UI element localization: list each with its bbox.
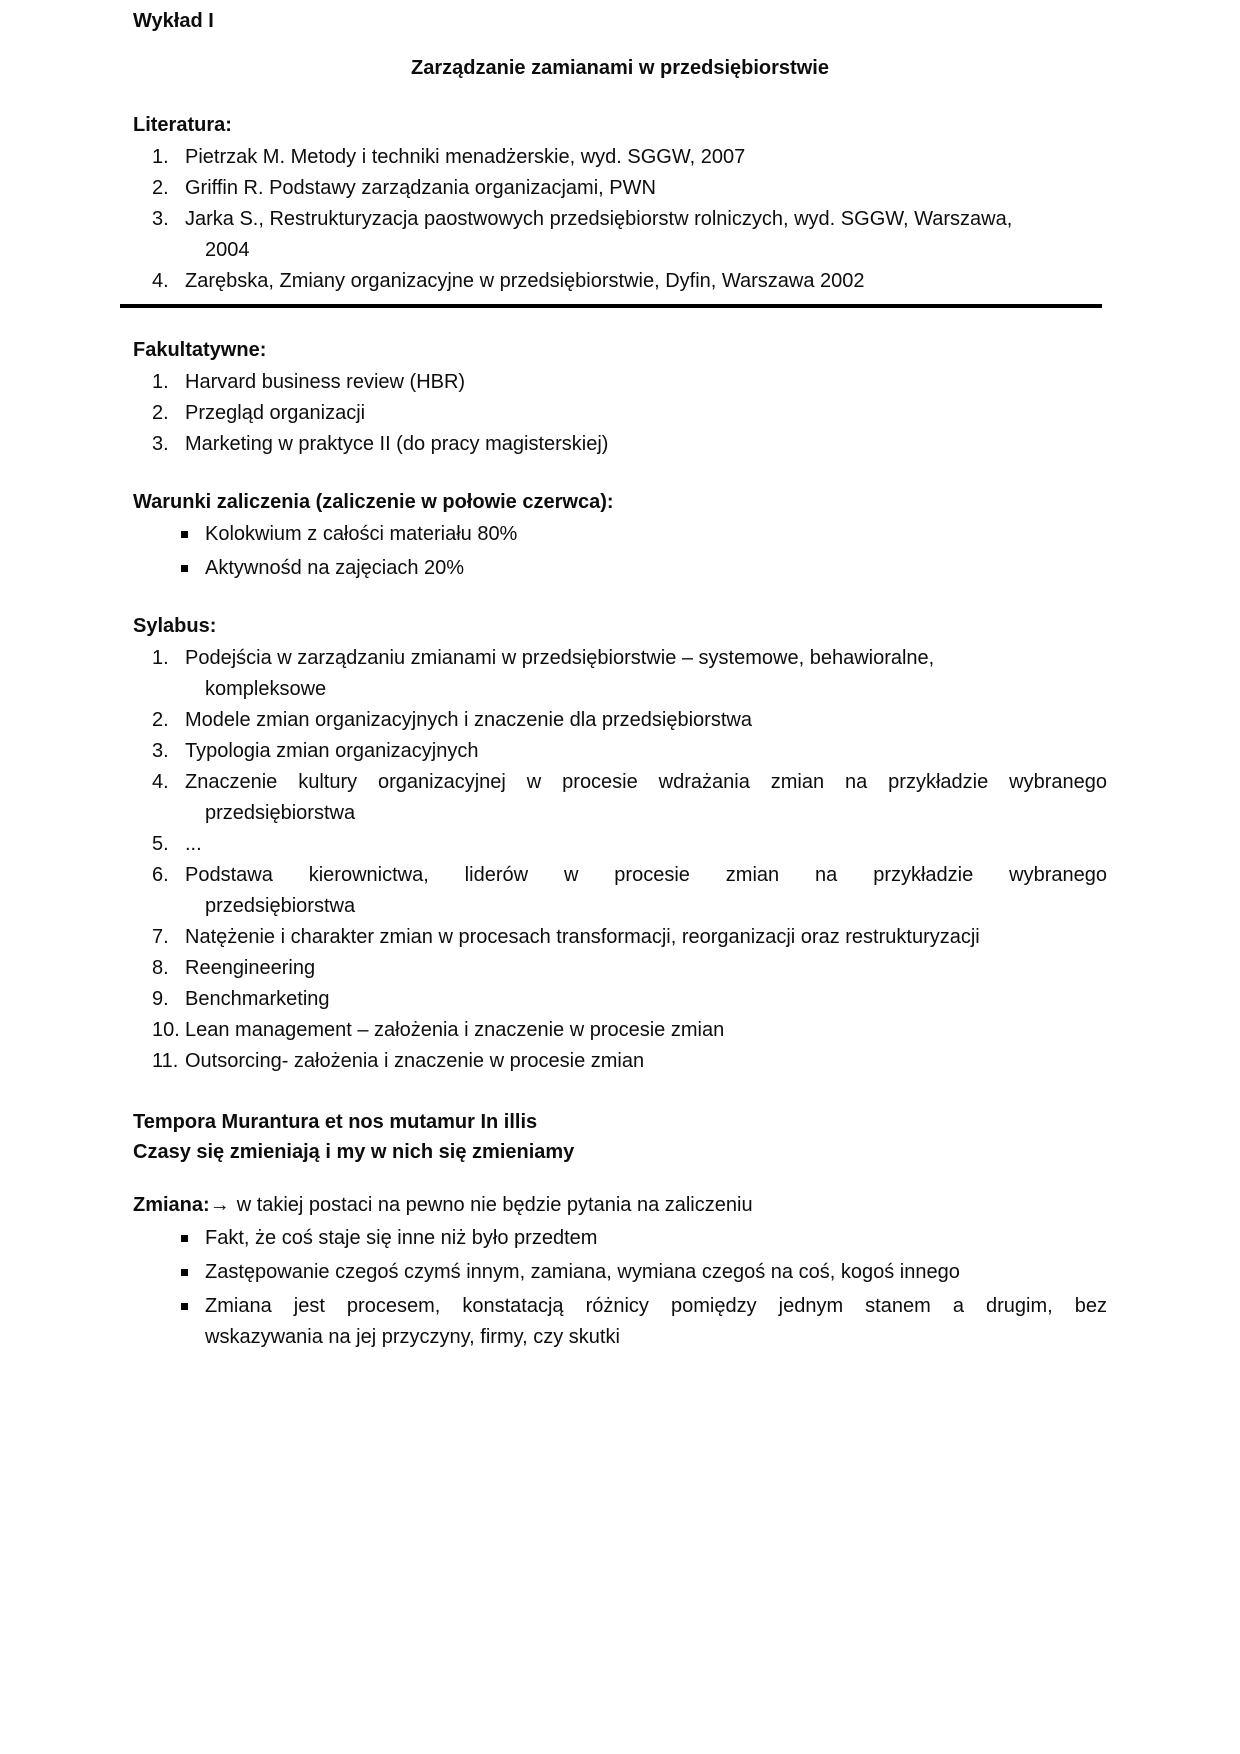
list-item — [133, 767, 1107, 829]
list-item — [133, 643, 1107, 705]
item-text: Lean management – założenia i znaczenie w procesie zmian — [185, 1019, 725, 1041]
sylabus-list — [133, 643, 1107, 1077]
item-text: Benchmarketing — [185, 988, 330, 1010]
section-zmiana — [133, 1190, 1107, 1353]
list-item — [133, 953, 1107, 984]
item-number: 5. — [152, 833, 169, 855]
list-item — [133, 1046, 1107, 1077]
zmiana-intro-text: w takiej postaci na pewno nie będzie pytania na zaliczeniu — [236, 1194, 753, 1216]
item-text-line2: kompleksowe — [205, 678, 327, 700]
list-item — [133, 1223, 1107, 1254]
list-item — [133, 1291, 1107, 1353]
item-text-line2: 2004 — [205, 239, 250, 261]
list-item — [133, 1015, 1107, 1046]
square-bullet-icon — [181, 565, 188, 572]
sylabus-heading: Sylabus: — [133, 615, 217, 637]
item-number: 4. — [152, 771, 169, 793]
item-text-line1: Jarka S., Restrukturyzacja paostwowych przedsiębiorstw rolniczych, wyd. SGGW, Warszawa, — [185, 208, 1013, 230]
list-item — [133, 860, 1107, 922]
list-item — [133, 736, 1107, 767]
list-item — [133, 204, 1107, 266]
item-text: Griffin R. Podstawy zarządzania organizacjami, PWN — [185, 177, 656, 199]
list-item — [133, 398, 1107, 429]
section-sylabus — [133, 611, 1107, 1077]
item-text: ... — [185, 833, 202, 855]
list-item — [133, 173, 1107, 204]
item-number: 8. — [152, 957, 169, 979]
item-text: Marketing w praktyce II (do pracy magisterskiej) — [185, 433, 609, 455]
item-number: 4. — [152, 270, 169, 292]
square-bullet-icon — [181, 1235, 188, 1242]
list-item — [133, 829, 1107, 860]
item-text: Outsorcing- założenia i znaczenie w procesie zmian — [185, 1050, 645, 1072]
section-warunki — [133, 487, 1107, 584]
zmiana-list — [133, 1223, 1107, 1353]
item-number: 2. — [152, 709, 169, 731]
fakultatywne-heading: Fakultatywne: — [133, 339, 267, 361]
item-number: 6. — [152, 864, 169, 886]
motto-latin: Tempora Murantura et nos mutamur In illis — [133, 1111, 538, 1133]
list-item — [133, 429, 1107, 460]
item-number: 3. — [152, 740, 169, 762]
section-divider — [120, 304, 1102, 308]
item-number: 3. — [152, 433, 169, 455]
list-item — [133, 553, 1107, 584]
item-text: Harvard business review (HBR) — [185, 371, 466, 393]
motto-polish: Czasy się zmieniają i my w nich się zmieniamy — [133, 1141, 575, 1163]
literatura-heading: Literatura: — [133, 114, 232, 136]
section-motto — [133, 1107, 1107, 1167]
item-text: Pietrzak M. Metody i techniki menadżerskie, wyd. SGGW, 2007 — [185, 146, 746, 168]
list-item — [133, 705, 1107, 736]
item-text: Przegląd organizacji — [185, 402, 366, 424]
item-text: Typologia zmian organizacyjnych — [185, 740, 479, 762]
item-number: 11. — [152, 1050, 179, 1072]
item-number: 2. — [152, 402, 169, 424]
square-bullet-icon — [181, 531, 188, 538]
warunki-list — [133, 519, 1107, 584]
fakultatywne-list — [133, 367, 1107, 460]
lecture-header: Wykład I — [133, 10, 214, 32]
list-item — [133, 367, 1107, 398]
square-bullet-icon — [181, 1269, 188, 1276]
item-text-line2: przedsiębiorstwa — [205, 802, 356, 824]
item-number: 10. — [152, 1019, 180, 1041]
square-bullet-icon — [181, 1303, 188, 1310]
item-number: 2. — [152, 177, 169, 199]
item-text-line1: Podstawa kierownictwa, liderów w procesie zmian na przykładzie wybranego — [185, 864, 1107, 886]
item-text: Zarębska, Zmiany organizacyjne w przedsiębiorstwie, Dyfin, Warszawa 2002 — [185, 270, 865, 292]
item-text-line1: Podejścia w zarządzaniu zmianami w przedsiębiorstwie – systemowe, behawioralne, — [185, 647, 935, 669]
item-text-line1: Znaczenie kultury organizacyjnej w procesie wdrażania zmian na przykładzie wybranego — [185, 771, 1107, 793]
item-number: 1. — [152, 146, 169, 168]
item-number: 1. — [152, 647, 169, 669]
item-text: Natężenie i charakter zmian w procesach transformacji, reorganizacji oraz restrukturyzacji — [185, 926, 980, 948]
item-number: 1. — [152, 371, 169, 393]
zmiana-label: Zmiana: — [133, 1194, 210, 1216]
item-text-line2: przedsiębiorstwa — [205, 895, 356, 917]
list-item — [133, 266, 1107, 297]
item-text: Reengineering — [185, 957, 316, 979]
list-item — [133, 984, 1107, 1015]
item-text: Fakt, że coś staje się inne niż było przedtem — [205, 1227, 598, 1249]
right-arrow-icon: → — [209, 1194, 230, 1216]
literatura-list — [133, 142, 1107, 297]
list-item — [133, 519, 1107, 550]
page-title: Zarządzanie zamianami w przedsiębiorstwie — [411, 57, 829, 79]
list-item — [133, 922, 1107, 953]
item-text: Modele zmian organizacyjnych i znaczenie dla przedsiębiorstwa — [185, 709, 752, 731]
item-text-line1: Zmiana jest procesem, konstatacją różnicy pomiędzy jednym stanem a drugim, bez — [205, 1295, 1107, 1317]
item-text: Zastępowanie czegoś czymś innym, zamiana, wymiana czegoś na coś, kogoś innego — [205, 1261, 960, 1283]
section-fakultatywne — [133, 335, 1107, 460]
warunki-heading: Warunki zaliczenia (zaliczenie w połowie czerwca): — [133, 491, 614, 513]
list-item — [133, 1257, 1107, 1288]
item-number: 9. — [152, 988, 169, 1010]
item-number: 3. — [152, 208, 169, 230]
section-literatura — [133, 110, 1107, 308]
item-text: Kolokwium z całości materiału 80% — [205, 523, 518, 545]
item-text-line2: wskazywania na jej przyczyny, firmy, czy skutki — [205, 1326, 620, 1348]
zmiana-intro-line — [133, 1190, 1107, 1221]
item-text: Aktywnośd na zajęciach 20% — [205, 557, 465, 579]
item-number: 7. — [152, 926, 169, 948]
list-item — [133, 142, 1107, 173]
